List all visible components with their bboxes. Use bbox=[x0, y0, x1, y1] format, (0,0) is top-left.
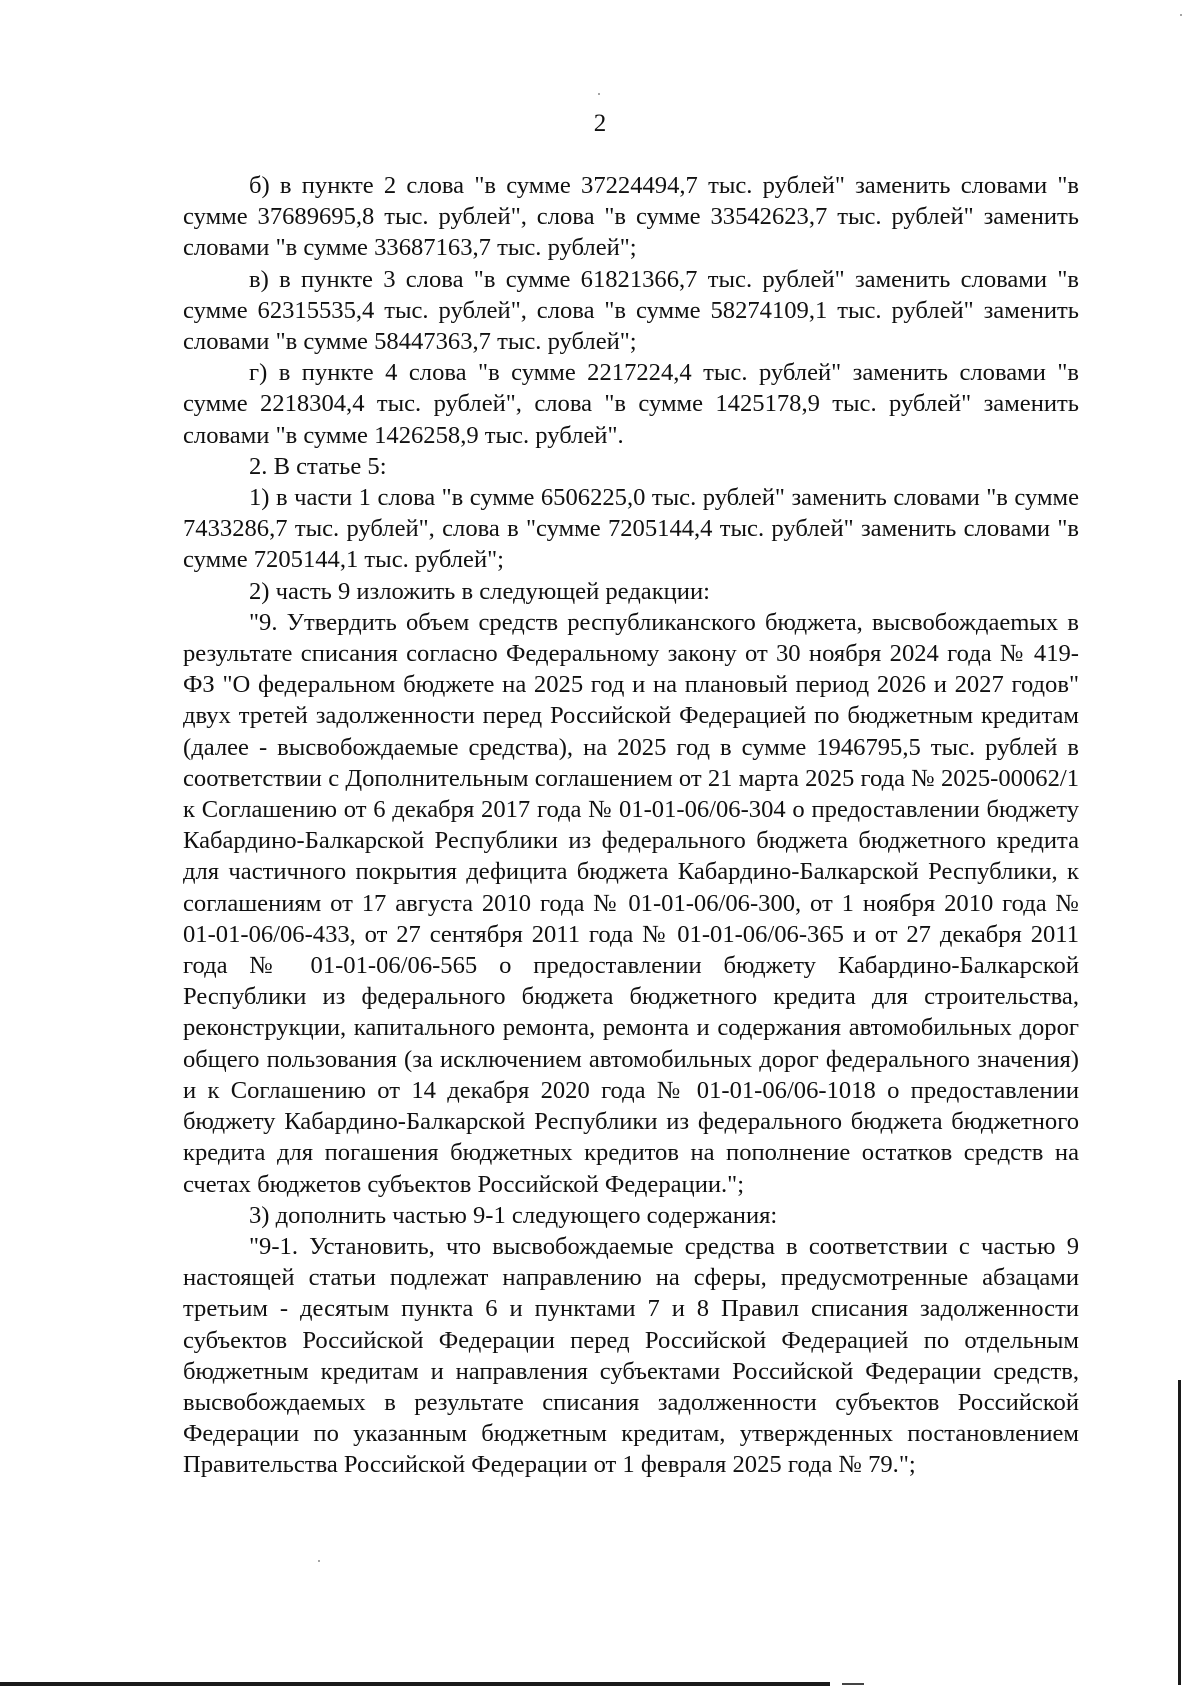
scan-artifact-speck bbox=[598, 93, 600, 95]
document-body bbox=[183, 170, 1079, 1481]
paragraph-item-g: г) в пункте 4 слова "в сумме 2217224,4 тыс. рублей" заменить словами "в сумме 2218304,4 тыс. рублей", слова "в сумме 1425178,9 тыс. рублей" заменить словами "в сумме 1426258,9 тыс. рублей". bbox=[183, 359, 1079, 449]
page-number: 2 bbox=[593, 110, 607, 137]
paragraph-item-v: в) в пункте 3 слова "в сумме 61821366,7 тыс. рублей" заменить словами "в сумме 62315535,4 тыс. рублей", слова "в сумме 58274109,1 тыс. рублей" заменить словами "в сумме 58447363,7 тыс. рублей"; bbox=[183, 265, 1079, 356]
scan-artifact-speck bbox=[1180, 14, 1182, 16]
paragraph-part-1: 1) в части 1 слова "в сумме 6506225,0 тыс. рублей" заменить словами "в сумме 7433286,7 тыс. рублей", слова в "сумме 7205144,4 тыс. рублей" заменить словами "в сумме 7205144,1 тыс. рублей"; bbox=[183, 484, 1079, 574]
paragraph-item-b: б) в пункте 2 слова "в сумме 37224494,7 тыс. рублей" заменить словами "в сумме 37689695,8 тыс. рублей", слова "в сумме 33542623,7 тыс. рублей" заменить словами "в сумме 33687163,7 тыс. рублей"; bbox=[183, 172, 1079, 262]
scan-artifact-speck bbox=[318, 1560, 320, 1562]
scan-edge-line-bottom bbox=[0, 1682, 830, 1686]
scan-edge-line-right bbox=[1178, 1380, 1181, 1685]
paragraph-article-5-heading: 2. В статье 5: bbox=[249, 452, 387, 480]
paragraph-part-9-text: "9. Утвердить объем средств республиканского бюджета, высвобождаеmых в результате списания согласно Федеральному закону от 30 ноября 2024 года № 419-ФЗ "О федеральном бюджете на 2025 год и на плановый период 2026 и 2027 годов" двух третей задолженности перед Российской Федерацией по бюджетным кредитам (далее - высвобождаемые средства), на 2025 год в сумме 1946795,5 тыс. рублей в соответствии с Дополнительным соглашением от 21 марта 2025 года № 2025-00062/1 к Соглашению от 6 декабря 2017 года № 01-01-06/06-304 о предоставлении бюджету Кабардино-Балкарской Республики из федерального бюджета бюджетного кредита для частичного покрытия дефицита бюджета Кабардино-Балкарской Республики, к соглашениям от 17 августа 2010 года № 01-01-06/06-300, от 1 ноября 2010 года № 01-01-06/06-433, от 27 сентября 2011 года № 01-01-06/06-365 и от 27 декабря 2011 года № 01-01-06/06-565 о предоставлении бюджету Кабардино-Балкарской Республики из федерального бюджета бюджетного кредита для строительства, реконструкции, капитального ремонта, ремонта и содержания автомобильных дорог общего пользования (за исключением автомобильных дорог федерального значения) и к Соглашению от 14 декабря 2020 года № 01-01-06/06-1018 о предоставлении бюджету Кабардино-Балкарской Республики из федерального бюджета бюджетного кредита для погашения бюджетных кредитов на пополнение остатков средств на счетах бюджетов субъектов Российской Федерации."; bbox=[183, 608, 1079, 1198]
paragraph-part-9-1-intro: 3) дополнить частью 9-1 следующего содержания: bbox=[249, 1201, 778, 1229]
paragraph-part-9-1-text: "9-1. Установить, что высвобождаемые средства в соответствии с частью 9 настоящей статьи подлежат направлению на сферы, предусмотренные абзацами третьим - десятым пункта 6 и пунктами 7 и 8 Правил списания задолженности субъектов Российской Федерации перед Российской Федерацией по отдельным бюджетным кредитам и направления субъектами Российской Федерации средств, высвобождаемых в результате списания задолженности субъектов Российской Федерации по указанным бюджетным кредитам, утвержденных постановлением Правительства Российской Федерации от 1 февраля 2025 года № 79."; bbox=[183, 1232, 1079, 1479]
scan-edge-dash-bottom bbox=[842, 1683, 864, 1685]
paragraph-part-9-intro: 2) часть 9 изложить в следующей редакции: bbox=[249, 577, 710, 605]
